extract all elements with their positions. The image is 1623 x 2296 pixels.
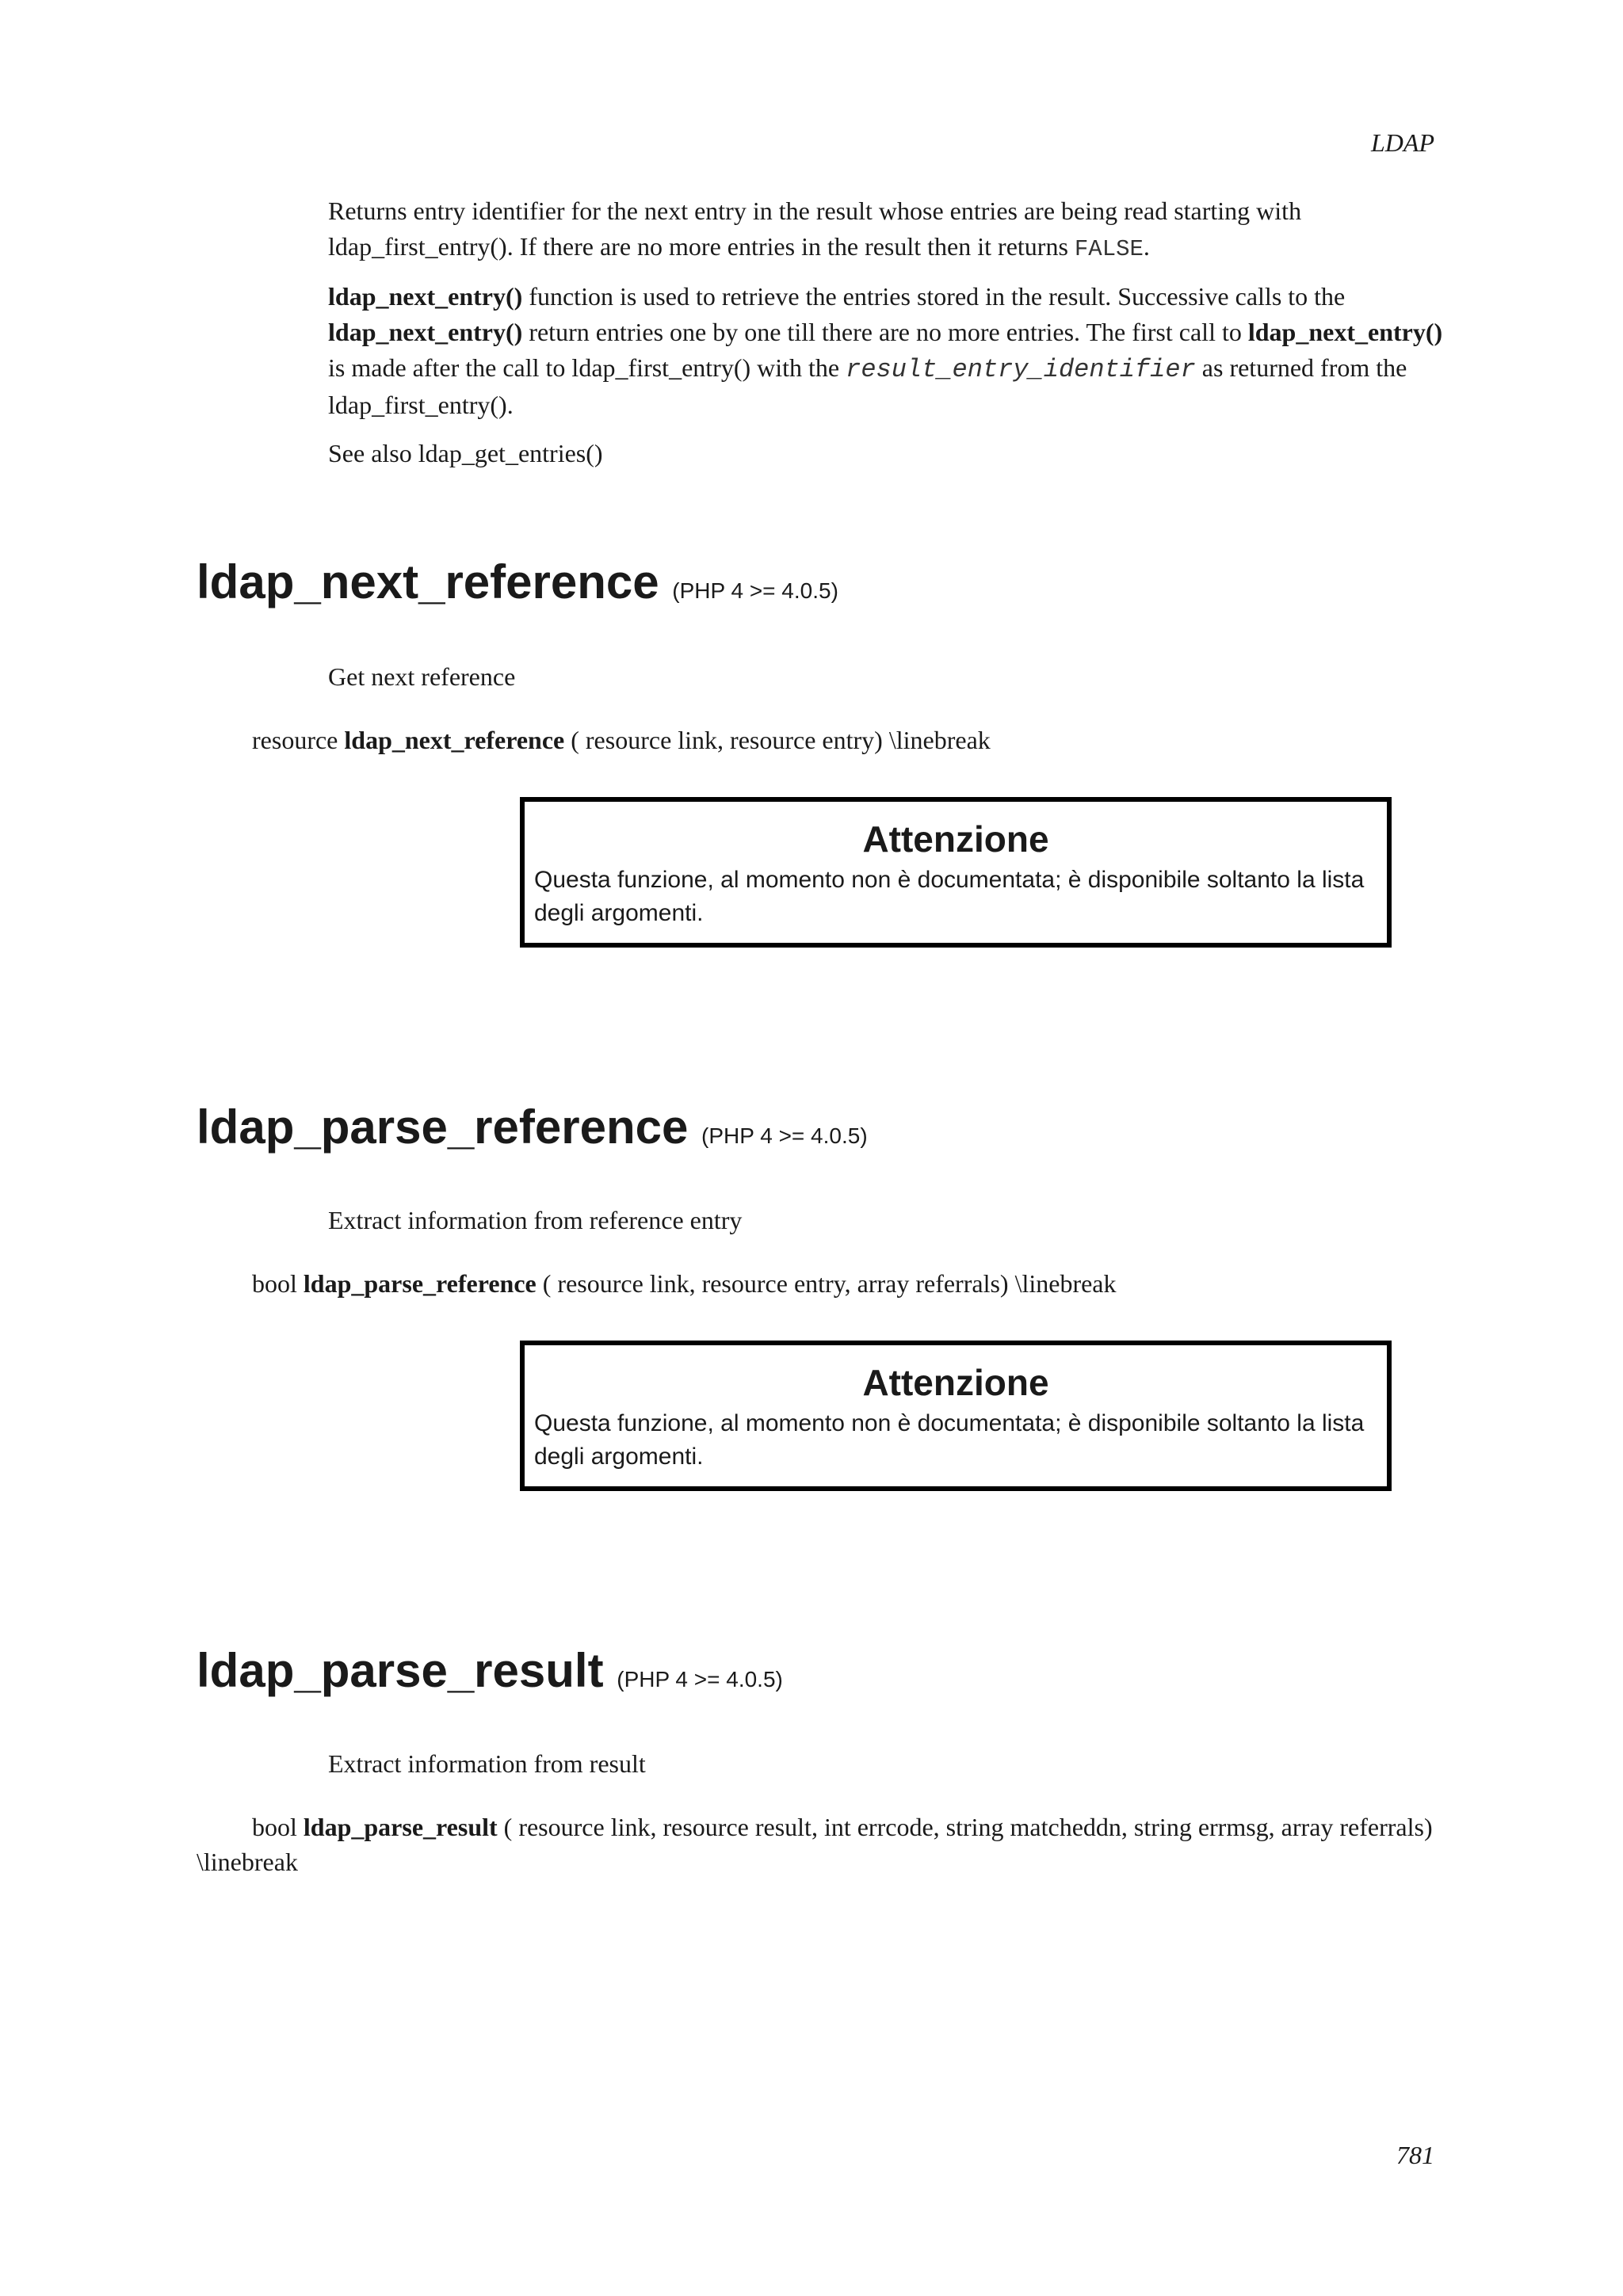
usage-text-a: function is used to retrieve the entries stored in the result. Successive calls to the [522, 282, 1346, 311]
warning-box [520, 797, 1392, 948]
warning-text: Questa funzione, al momento non è documentata; è disponibile soltanto la lista degli argomenti. [534, 867, 1365, 926]
version-info: (PHP 4 >= 4.0.5) [701, 1123, 868, 1148]
usage-text-b: return entries one by one till there are no more entries. The first call to [522, 318, 1248, 346]
function-description: Extract information from reference entry [328, 1206, 743, 1234]
usage-text-d: as returned from the ldap_first_entry(). [328, 353, 1407, 419]
function-name: ldap_parse_reference [197, 1100, 689, 1154]
parameter-name: result_entry_identifier [846, 355, 1196, 384]
function-args: ( resource link, resource entry) \linebreak [564, 726, 991, 754]
function-title [197, 555, 838, 619]
function-ref: ldap_next_entry() [328, 318, 523, 346]
function-name: ldap_parse_reference [303, 1269, 537, 1298]
function-name: ldap_parse_result [303, 1813, 498, 1841]
page-number: 781 [1396, 2141, 1434, 2169]
function-args: ( resource link, resource entry, array referrals) \linebreak [536, 1269, 1117, 1298]
function-name: ldap_next_reference [344, 726, 565, 754]
function-description: Get next reference [328, 662, 516, 691]
function-synopsis [197, 1266, 1434, 1301]
function-name: ldap_parse_result [197, 1644, 604, 1697]
function-args: ( resource link, resource result, int errcode, string matcheddn, string errmsg, array referrals) \linebreak [197, 1813, 1433, 1876]
return-type: bool [252, 1813, 297, 1841]
usage-text-c: is made after the call to ldap_first_entry() with the [328, 353, 846, 382]
function-ref: ldap_next_entry() [328, 282, 523, 311]
warning-box [520, 1341, 1392, 1491]
warning-title: Attenzione [862, 1362, 1049, 1403]
false-constant: FALSE [1074, 236, 1144, 262]
function-synopsis [197, 1810, 1434, 1879]
function-ref: ldap_next_entry() [1247, 318, 1443, 346]
see-also: See also ldap_get_entries() [328, 439, 603, 467]
warning-text: Questa funzione, al momento non è documentata; è disponibile soltanto la lista degli argomenti. [534, 1410, 1365, 1470]
return-description [328, 193, 1453, 267]
usage-description [328, 279, 1453, 423]
return-type: resource [252, 726, 338, 754]
function-name: ldap_next_reference [197, 555, 659, 608]
running-header: LDAP [1371, 128, 1434, 157]
return-text: Returns entry identifier for the next entry in the result whose entries are being read starting with ldap_first_entry(). If there are no more entries in the result then it returns [328, 196, 1302, 261]
version-info: (PHP 4 >= 4.0.5) [672, 578, 838, 603]
version-info: (PHP 4 >= 4.0.5) [617, 1667, 783, 1691]
warning-title: Attenzione [862, 818, 1049, 860]
function-synopsis [197, 723, 1434, 757]
function-title [197, 1100, 868, 1164]
return-type: bool [252, 1269, 297, 1298]
return-text-end: . [1143, 232, 1150, 261]
function-title [197, 1643, 783, 1707]
function-description: Extract information from result [328, 1749, 646, 1778]
